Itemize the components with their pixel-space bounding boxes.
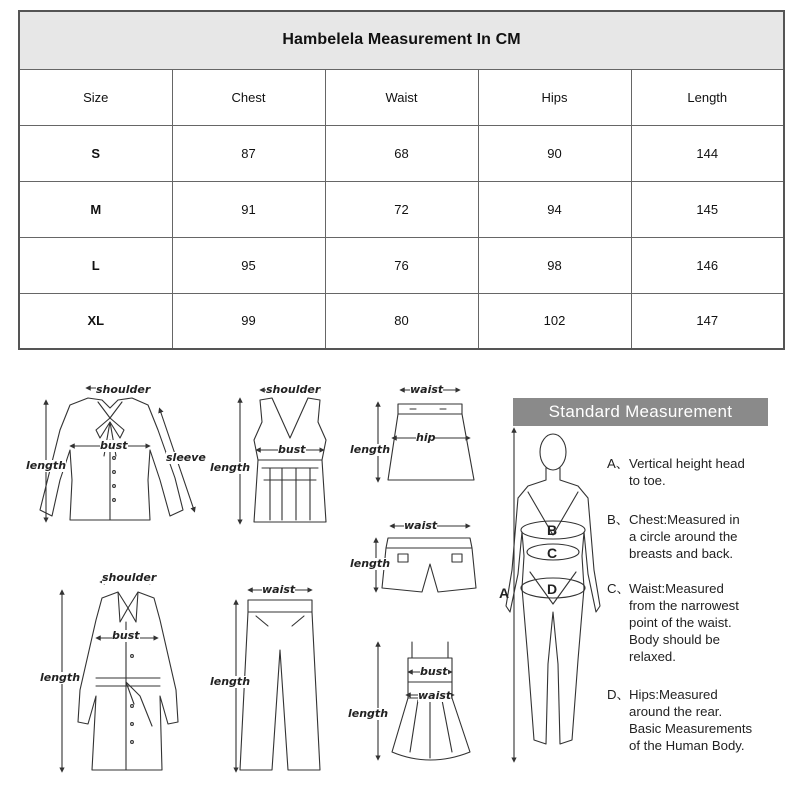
item-text-line: of the Human Body. [629,738,745,753]
standard-measurement-item [607,455,745,489]
header-size: Size [19,69,172,125]
measurement-cell: 95 [172,237,325,293]
header-length: Length [631,69,784,125]
item-letter: D、 [607,687,630,702]
skirt-hip-label: hip [416,431,436,444]
top-drawing [254,398,326,522]
header-waist: Waist [325,69,478,125]
item-text-line: a circle around the [629,529,738,544]
skirt-waist-label: waist [410,383,444,396]
item-text-line: to toe. [629,473,666,488]
skirt-length-label: length [350,443,391,456]
item-text-line: relaxed. [629,649,676,664]
measurement-cell: 147 [631,293,784,349]
pants-length-label: length [210,675,251,688]
table-row [19,293,784,349]
item-text-line: Body should be [629,632,720,647]
table-body [19,69,784,349]
pants-drawing [240,600,320,770]
measurement-cell: 68 [325,125,478,181]
item-first-line [607,455,745,472]
item-letter: C、 [607,581,630,596]
item-first-line [607,686,752,703]
measurement-cell: 80 [325,293,478,349]
shirt-bust-label: bust [100,439,128,452]
dress-bust-label: bust [420,665,448,678]
table-row [19,181,784,237]
dress-waist-label: waist [418,689,452,702]
shirt-sleeve-label: sleeve [166,451,206,464]
measurement-cell: 90 [478,125,631,181]
item-text: Waist:Measured [629,581,724,596]
item-text: Chest:Measured in [629,512,740,527]
item-text-line: point of the waist. [629,615,732,630]
measurement-cell: 98 [478,237,631,293]
item-first-line [607,511,740,528]
coat-bust-label: bust [112,629,140,642]
measurement-cell: 146 [631,237,784,293]
size-cell: XL [19,293,172,349]
header-chest: Chest [172,69,325,125]
item-text-line: breasts and back. [629,546,734,561]
standard-measurement-header: Standard Measurement [513,398,768,426]
measurement-cell: 145 [631,181,784,237]
size-cell: S [19,125,172,181]
table-row [19,125,784,181]
item-text-line: around the rear. [629,704,723,719]
item-text: Vertical height head [629,456,745,471]
standard-measurement-item [607,686,752,754]
table-title: Hambelela Measurement In CM [19,11,784,69]
item-letter: B、 [607,512,629,527]
body-letter-d: D [547,581,558,597]
pants-waist-label: waist [262,583,296,596]
shorts-length-label: length [350,557,391,570]
table-row [19,237,784,293]
item-letter: A、 [607,456,629,471]
size-cell: L [19,237,172,293]
shorts-drawing [382,538,476,592]
dress-length-label: length [348,707,389,720]
top-shoulder-label: shoulder [266,383,321,396]
coat-length-label: length [40,671,81,684]
item-first-line [607,580,739,597]
item-text: Hips:Measured [629,687,718,702]
coat-shoulder-label: shoulder [102,571,157,584]
item-text-line: from the narrowest [629,598,739,613]
standard-measurement-item [607,580,739,665]
measurement-cell: 99 [172,293,325,349]
shorts-waist-label: waist [404,519,438,532]
standard-measurement-item [607,511,740,562]
top-bust-label: bust [278,443,306,456]
measurement-cell: 102 [478,293,631,349]
header-row [19,69,784,125]
body-letter-b: B [547,522,558,538]
measurement-cell: 144 [631,125,784,181]
size-cell: M [19,181,172,237]
measurement-cell: 94 [478,181,631,237]
shirt-shoulder-label: shoulder [96,383,151,396]
body-letter-c: C [547,545,558,561]
top-length-label: length [210,461,251,474]
measurement-cell: 76 [325,237,478,293]
size-chart-table [18,10,785,350]
header-hips: Hips [478,69,631,125]
measurement-cell: 87 [172,125,325,181]
coat-drawing [78,592,178,770]
shirt-length-label: length [26,459,67,472]
body-letter-a: A [499,585,510,601]
measurement-cell: 72 [325,181,478,237]
item-text-line: Basic Measurements [629,721,753,736]
measurement-cell: 91 [172,181,325,237]
